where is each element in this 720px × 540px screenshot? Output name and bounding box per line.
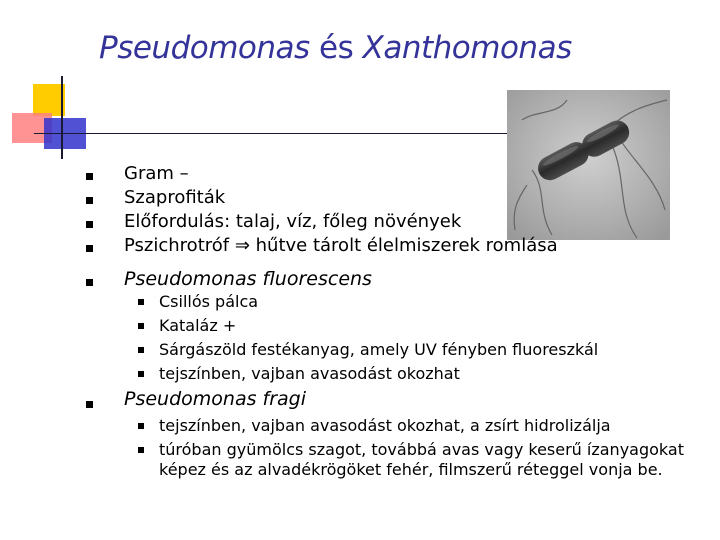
sub-bullet-cottage-cheese: túróban gyümölcs szagot, továbbá avas vagy keserű ízanyagokat: [159, 440, 684, 459]
sub-bullet-marker: [138, 371, 144, 377]
sub-bullet-pigment: Sárgászöld festékanyag, amely UV fényben fluoreszkál: [159, 340, 599, 359]
bullet-fragi: Pseudomonas fragi: [124, 388, 307, 410]
title-conjunction: és: [309, 30, 363, 66]
bullet-marker: [86, 245, 93, 252]
sub-bullet-catalase: Kataláz +: [159, 316, 237, 335]
bullet-marker: [86, 401, 93, 408]
bullet-gram: Gram –: [124, 163, 189, 184]
bullet-psychrotrophic: [124, 235, 558, 256]
sub-bullet-flagellated-rod: Csillós pálca: [159, 292, 259, 311]
title-genus-2: Xanthomonas: [362, 30, 572, 66]
bullet-occurrence: Előfordulás: talaj, víz, főleg növények: [124, 211, 462, 232]
sub-bullet-cottage-cheese-continued: képez és az alvadékrögöket fehér, filmszerű réteggel vonja be.: [159, 460, 663, 479]
sub-bullet-marker: [138, 323, 144, 329]
bullet-marker: [86, 173, 93, 180]
sub-bullet-marker: [138, 299, 144, 305]
sub-bullet-marker: [138, 347, 144, 353]
sub-bullet-rancidity: tejszínben, vajban avasodást okozhat: [159, 364, 460, 383]
sub-bullet-marker: [138, 447, 144, 453]
bullet-marker: [86, 197, 93, 204]
bullet-marker: [86, 279, 93, 286]
bullet-marker: [86, 221, 93, 228]
title-genus-1: Pseudomonas: [99, 30, 310, 66]
sub-bullet-fat-hydrolysis: tejszínben, vajban avasodást okozhat, a zsírt hidrolizálja: [159, 416, 611, 435]
sub-bullet-marker: [138, 423, 144, 429]
bullet-saprophytes: Szaprofiták: [124, 187, 226, 208]
bullet-fluorescens: Pseudomonas fluorescens: [124, 268, 372, 290]
psychrotrophic-label: Pszichrotróf: [124, 235, 235, 256]
implies-arrow-icon: ⇒: [234, 235, 250, 256]
psychrotrophic-text: hűtve tárolt élelmiszerek romlása: [249, 235, 558, 256]
